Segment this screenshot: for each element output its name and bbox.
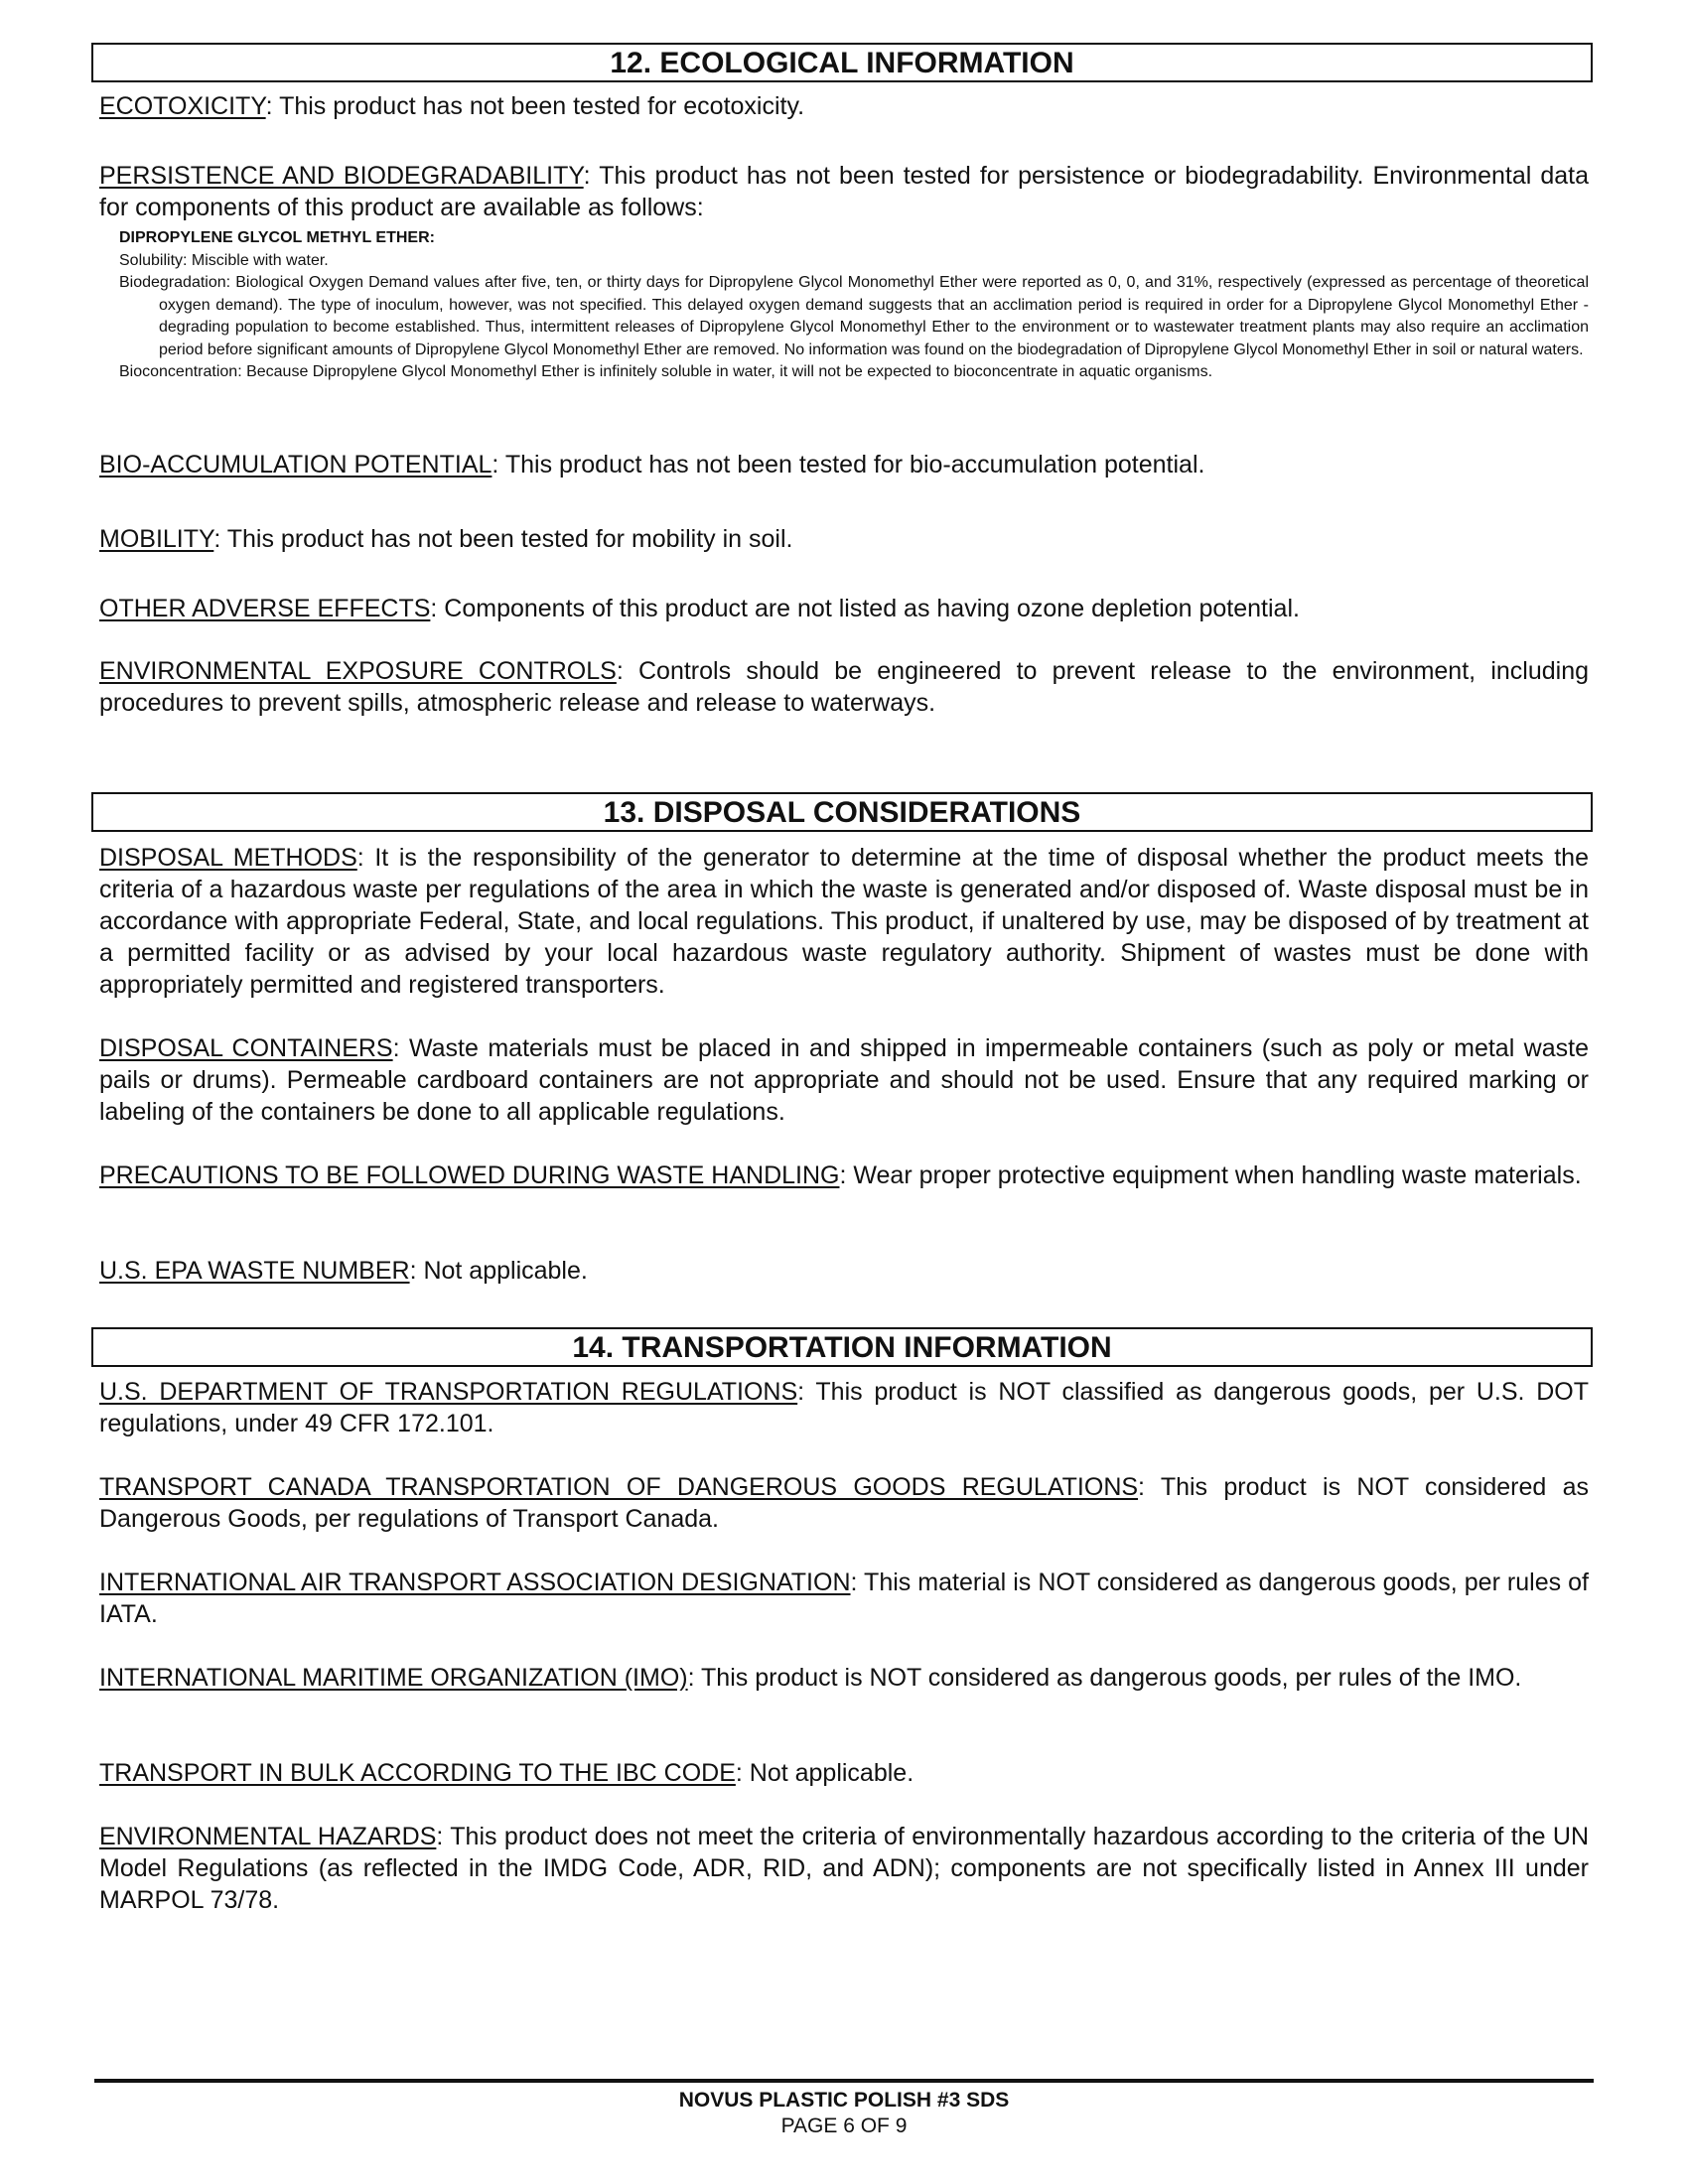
transport-canada-label: TRANSPORT CANADA TRANSPORTATION OF DANGEROUS GOODS REGULATIONS	[99, 1473, 1139, 1501]
exposure-controls-text: : Controls should be engineered to prevent release to the environment, including procedures to prevent spills, atmospheric release and release to waterways.	[99, 657, 1590, 717]
section-14-heading: 14. TRANSPORTATION INFORMATION	[91, 1327, 1593, 1367]
exposure-controls-label: ENVIRONMENTAL EXPOSURE CONTROLS	[99, 657, 617, 685]
waste-handling-text: : Wear proper protective equipment when handling waste materials.	[839, 1161, 1582, 1189]
mobility-paragraph	[99, 523, 1589, 555]
dot-regulations-text: : This product is NOT classified as dangerous goods, per U.S. DOT regulations, under 49 CFR 172.101.	[99, 1378, 1589, 1437]
persistence-text: : This product has not been tested for persistence or biodegradability. Environmental data for components of this product are available as follows:	[99, 162, 1589, 221]
other-adverse-effects-paragraph	[99, 593, 1589, 624]
component-bioconcentration: Bioconcentration: Because Dipropylene Glycol Monomethyl Ether is infinitely soluble in water, it will not be expected to bioconcentrate in aquatic organisms.	[119, 363, 1213, 380]
disposal-methods-label: DISPOSAL METHODS	[99, 844, 357, 872]
environmental-hazards-label: ENVIRONMENTAL HAZARDS	[99, 1823, 437, 1850]
persistence-label: PERSISTENCE AND BIODEGRADABILITY	[99, 162, 584, 190]
imo-text: : This product is NOT considered as dangerous goods, per rules of the IMO.	[687, 1664, 1522, 1692]
footer-document-title: NOVUS PLASTIC POLISH #3 SDS	[678, 2089, 1010, 2112]
ecotoxicity-paragraph	[99, 90, 1589, 122]
mobility-text: : This product has not been tested for mobility in soil.	[213, 525, 793, 553]
imo-label: INTERNATIONAL MARITIME ORGANIZATION (IMO)	[99, 1664, 688, 1692]
ibc-code-text: : Not applicable.	[735, 1759, 914, 1787]
ecotoxicity-label: ECOTOXICITY	[99, 92, 266, 120]
disposal-containers-paragraph	[99, 1032, 1589, 1128]
component-biodegradation: Biodegradation: Biological Oxygen Demand values after five, ten, or thirty days for Dipropylene Glycol Monomethyl Ether were reported as 0, 0, and 31%, respectively (expressed as percentage of theoretical oxygen demand). The type of inoculum, however, was not specified. This delayed oxygen demand suggests that an acclimation period is required in order for a Dipropylene Glycol Monomethyl Ether -degrading population to become established. Thus, intermittent releases of Dipropylene Glycol Monomethyl Ether to the environment or to wastewater treatment plants may also require an acclimation period before significant amounts of Dipropylene Glycol Monomethyl Ether are removed. No information was found on the biodegradation of Dipropylene Glycol Monomethyl Ether in soil or natural waters.	[119, 274, 1589, 358]
exposure-controls-paragraph	[99, 655, 1589, 719]
other-adverse-effects-label: OTHER ADVERSE EFFECTS	[99, 595, 431, 622]
persistence-paragraph	[99, 160, 1589, 223]
waste-handling-paragraph	[99, 1160, 1589, 1191]
epa-waste-number-text: : Not applicable.	[409, 1257, 588, 1285]
component-solubility: Solubility: Miscible with water.	[119, 251, 329, 269]
disposal-containers-label: DISPOSAL CONTAINERS	[99, 1034, 393, 1062]
bioaccumulation-text: : This product has not been tested for bio-accumulation potential.	[492, 451, 1205, 478]
iata-label: INTERNATIONAL AIR TRANSPORT ASSOCIATION DESIGNATION	[99, 1569, 851, 1596]
dot-regulations-label: U.S. DEPARTMENT OF TRANSPORTATION REGULATIONS	[99, 1378, 798, 1406]
disposal-methods-text: : It is the responsibility of the generator to determine at the time of disposal whether the product meets the criteria of a hazardous waste per regulations of the area in which the waste is generated and/or disposed of. Waste disposal must be in accordance with appropriate Federal, State, and local regulations. This product, if unaltered by use, may be disposed of by treatment at a permitted facility or as advised by your local hazardous waste regulatory authority. Shipment of wastes must be done with appropriately permitted and registered transporters.	[99, 844, 1589, 999]
mobility-label: MOBILITY	[99, 525, 214, 553]
disposal-containers-text: : Waste materials must be placed in and shipped in impermeable containers (such as poly or metal waste pails or drums). Permeable cardboard containers are not appropriate and should not be used. Ensure that any required marking or labeling of the containers be done to all applicable regulations.	[99, 1034, 1589, 1126]
iata-text: : This material is NOT considered as dangerous goods, per rules of IATA.	[99, 1569, 1589, 1628]
section-13-heading: 13. DISPOSAL CONSIDERATIONS	[91, 792, 1593, 832]
component-data-block	[119, 227, 1589, 384]
iata-paragraph	[99, 1567, 1589, 1630]
component-title: DIPROPYLENE GLYCOL METHYL ETHER:	[119, 229, 435, 246]
disposal-methods-paragraph	[99, 842, 1589, 1001]
transport-canada-text: : This product is NOT considered as Dangerous Goods, per regulations of Transport Canada.	[99, 1473, 1589, 1533]
footer-page-number: PAGE 6 OF 9	[780, 2115, 908, 2137]
ibc-code-paragraph	[99, 1757, 1589, 1789]
ibc-code-label: TRANSPORT IN BULK ACCORDING TO THE IBC CODE	[99, 1759, 736, 1787]
ecotoxicity-text: : This product has not been tested for ecotoxicity.	[265, 92, 805, 120]
section-12-heading: 12. ECOLOGICAL INFORMATION	[91, 43, 1593, 82]
epa-waste-number-paragraph	[99, 1255, 1589, 1287]
footer-divider	[94, 2079, 1594, 2083]
bioaccumulation-label: BIO-ACCUMULATION POTENTIAL	[99, 451, 492, 478]
environmental-hazards-paragraph	[99, 1821, 1589, 1916]
waste-handling-label: PRECAUTIONS TO BE FOLLOWED DURING WASTE HANDLING	[99, 1161, 840, 1189]
transport-canada-paragraph	[99, 1471, 1589, 1535]
epa-waste-number-label: U.S. EPA WASTE NUMBER	[99, 1257, 410, 1285]
bioaccumulation-paragraph	[99, 449, 1589, 480]
other-adverse-effects-text: : Components of this product are not listed as having ozone depletion potential.	[430, 595, 1300, 622]
dot-regulations-paragraph	[99, 1376, 1589, 1439]
environmental-hazards-text: : This product does not meet the criteria of environmentally hazardous according to the criteria of the UN Model Regulations (as reflected in the IMDG Code, ADR, RID, and ADN); components are not specifically listed in Annex III under MARPOL 73/78.	[99, 1823, 1589, 1914]
imo-paragraph	[99, 1662, 1589, 1694]
